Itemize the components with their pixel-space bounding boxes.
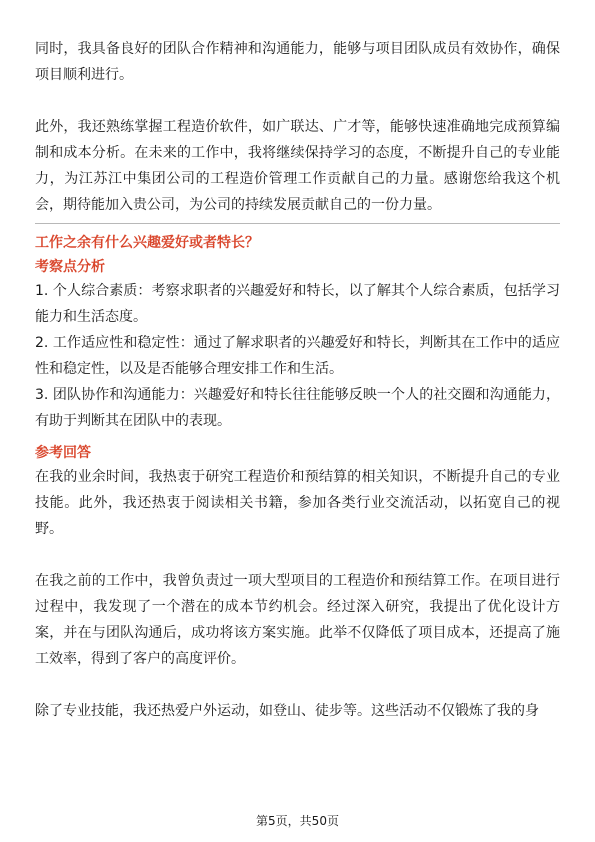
answer-title: 参考回答 [35, 445, 91, 461]
intro-paragraph-1: 同时，我具备良好的团队合作精神和沟通能力，能够与项目团队成员有效协作，确保项目顺利进行。 [35, 41, 560, 83]
analysis-title: 考察点分析 [35, 259, 105, 275]
analysis-item-3: 3. 团队协作和沟通能力：兴趣爱好和特长往往能够反映一个人的社交圈和沟通能力，有助于判断其在团队中的表现。 [35, 387, 560, 429]
page-number: 第5页，共50页 [256, 814, 339, 828]
page-content [35, 36, 560, 724]
answer-paragraph-3: 除了专业技能，我还热爱户外运动，如登山、徒步等。这些活动不仅锻炼了我的身 [35, 703, 539, 719]
analysis-item-1: 1. 个人综合素质：考察求职者的兴趣爱好和特长，以了解其个人综合素质，包括学习能力和生活态度。 [35, 283, 560, 325]
question-heading: 工作之余有什么兴趣爱好或者特长？ [35, 235, 259, 251]
answer-paragraph-2: 在我之前的工作中，我曾负责过一项大型项目的工程造价和预结算工作。在项目进行过程中，我发现了一个潜在的成本节约机会。经过深入研究，我提出了优化设计方案，并在与团队沟通后，成功将该方案实施。此举不仅降低了项目成本，还提高了施工效率，得到了客户的高度评价。 [35, 573, 560, 667]
analysis-item-2: 2. 工作适应性和稳定性：通过了解求职者的兴趣爱好和特长，判断其在工作中的适应性和稳定性，以及是否能够合理安排工作和生活。 [35, 335, 560, 377]
answer-paragraph-1: 在我的业余时间，我热衷于研究工程造价和预结算的相关知识，不断提升自己的专业技能。此外，我还热衷于阅读相关书籍，参加各类行业交流活动，以拓宽自己的视野。 [35, 469, 560, 537]
section-divider [35, 223, 560, 224]
intro-paragraph-2: 此外，我还熟练掌握工程造价软件，如广联达、广才等，能够快速准确地完成预算编制和成本分析。在未来的工作中，我将继续保持学习的态度，不断提升自己的专业能力，为江苏江中集团公司的工程造价管理工作贡献自己的力量。感谢您给我这个机会，期待能加入贵公司，为公司的持续发展贡献自己的一份力量。 [35, 119, 560, 213]
